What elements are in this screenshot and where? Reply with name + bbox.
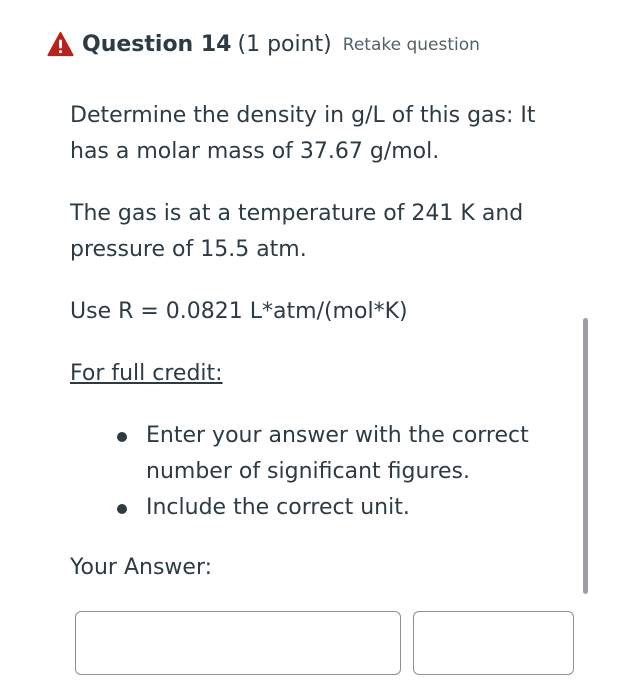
warning-icon	[47, 31, 74, 58]
credit-heading: For full credit:	[70, 361, 223, 386]
question-points: (1 point)	[237, 32, 332, 57]
question-title: Question 14	[82, 32, 232, 57]
list-item-text: Include the correct unit.	[146, 495, 410, 520]
bullet-icon	[117, 432, 127, 442]
answer-unit-field[interactable]	[413, 611, 574, 675]
list-item-text: Enter your answer with the correct number of significant figures.	[146, 423, 529, 484]
scrollbar[interactable]	[583, 318, 588, 594]
answer-label: Your Answer:	[70, 555, 213, 580]
answer-value-field[interactable]	[75, 611, 401, 675]
list-item	[146, 490, 566, 526]
question-header	[47, 31, 480, 58]
question-conditions: The gas is at a temperature of 241 K and pressure of 15.5 atm.	[70, 201, 524, 262]
question-prompt: Determine the density in g/L of this gas: It has a molar mass of 37.67 g/mol.	[70, 103, 536, 164]
retake-question-link[interactable]: Retake question	[342, 34, 480, 55]
bullet-icon	[117, 504, 127, 514]
list-item	[146, 418, 566, 490]
credit-requirements-list	[146, 418, 566, 526]
gas-constant-text: Use R = 0.0821 L*atm/(mol*K)	[70, 299, 408, 324]
